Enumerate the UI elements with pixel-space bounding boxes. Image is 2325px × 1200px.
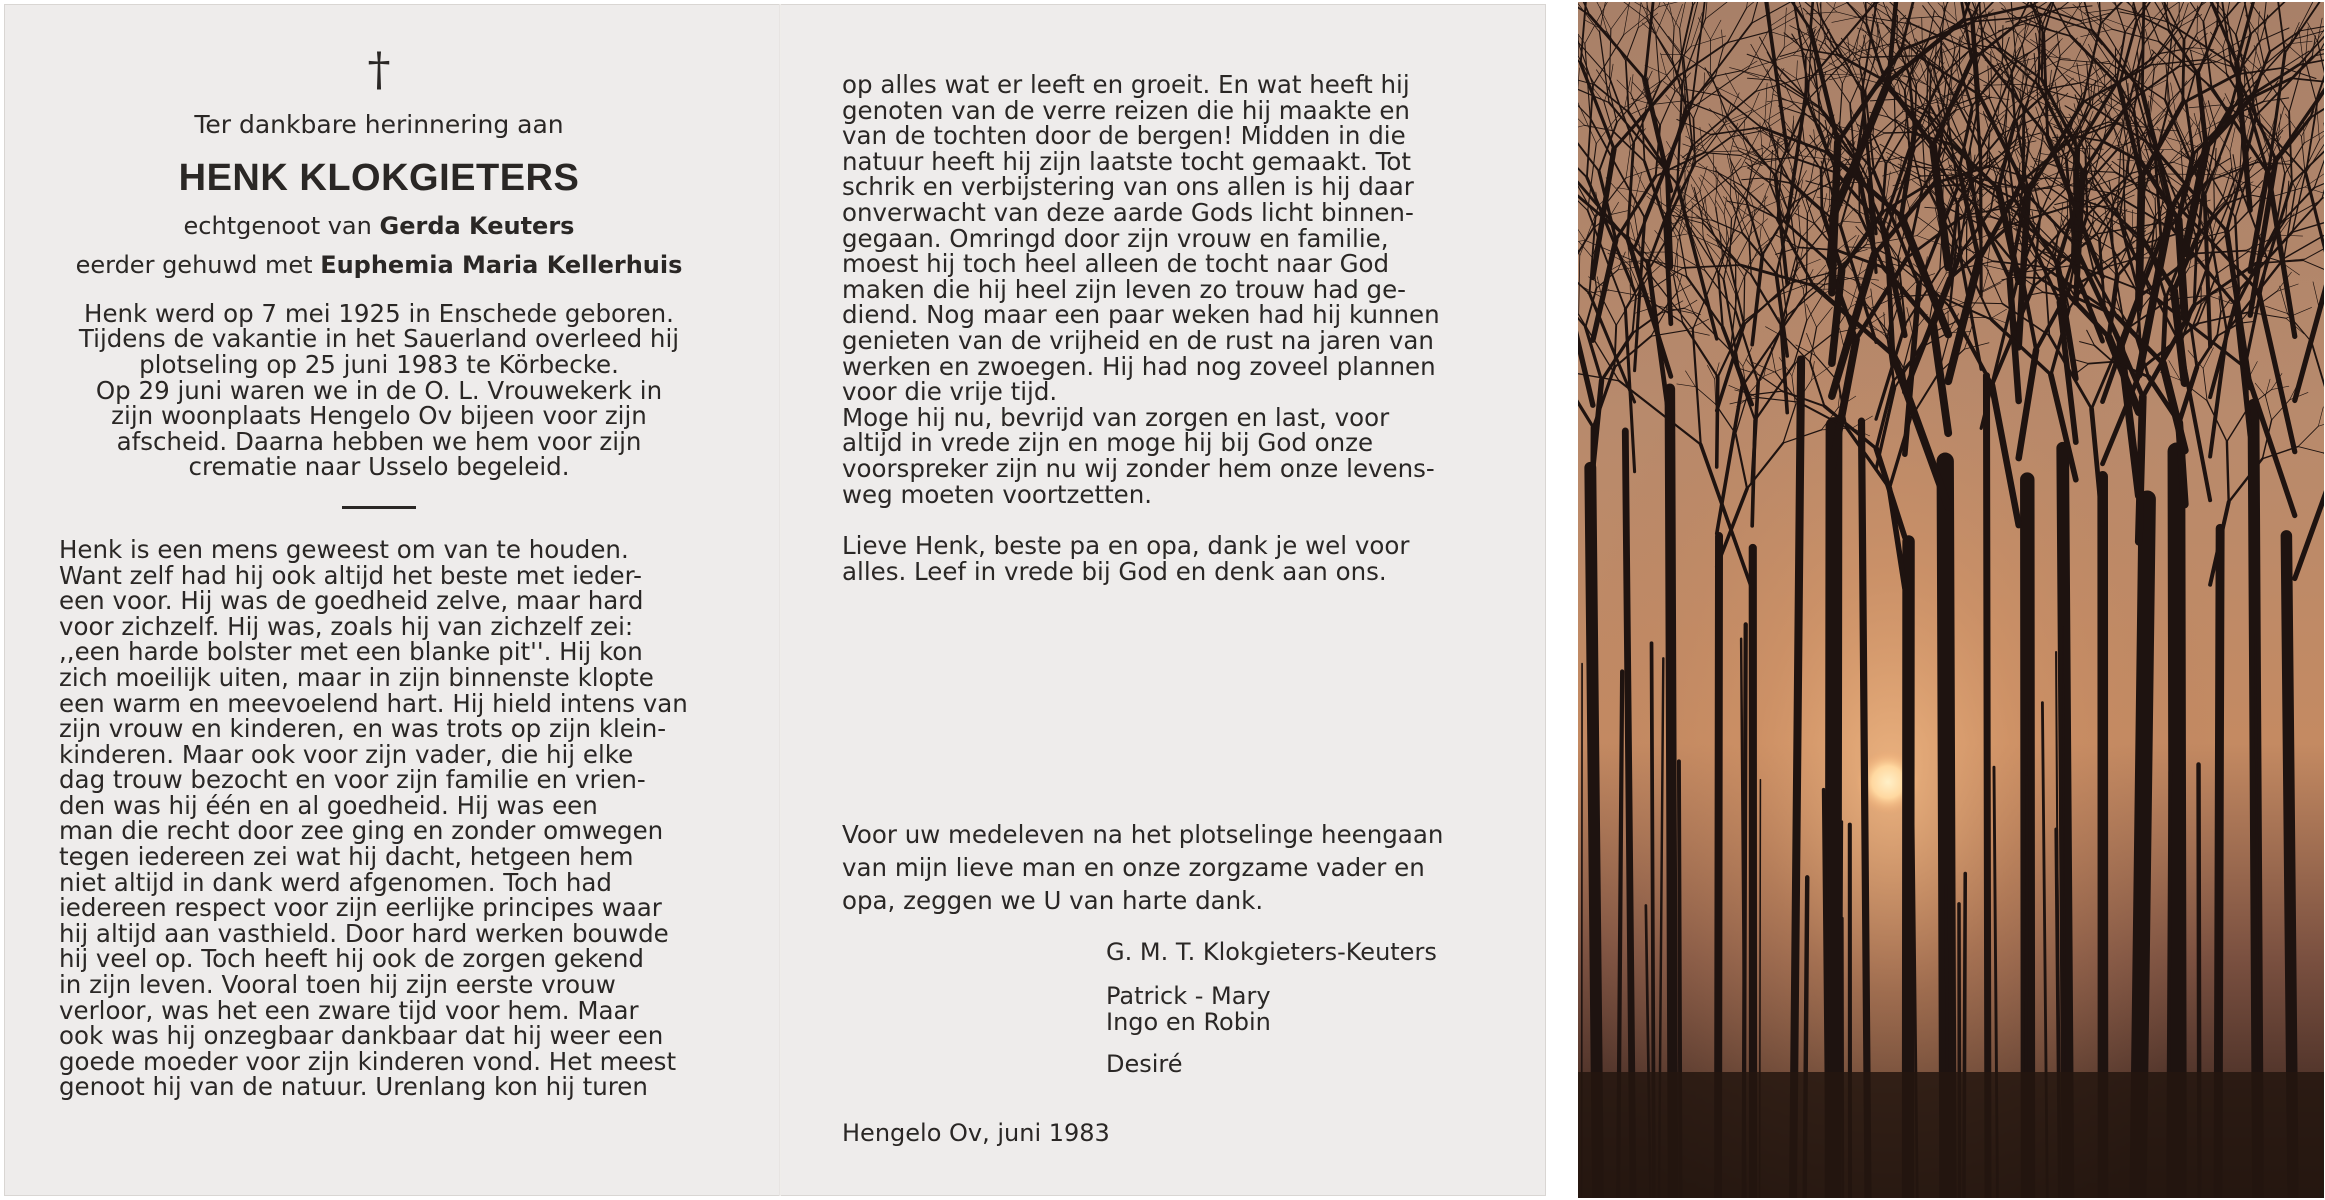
tribute-line: een warm en meevoelend hart. Hij hield intens van <box>59 688 688 718</box>
right-page <box>842 72 1480 1147</box>
continuation-line: Moge hij nu, bevrijd van zorgen en last, voor <box>842 402 1390 432</box>
tribute-line: zich moeilijk uiten, maar in zijn binnenste klopte <box>59 662 654 692</box>
tribute-line: dag trouw bezocht en voor zijn familie en vrien- <box>59 765 646 795</box>
continuation-line: gegaan. Omringd door zijn vrouw en familie, <box>842 223 1389 253</box>
tribute-text <box>59 534 699 1102</box>
announcement-line: Tijdens de vakantie in het Sauerland overleed hij <box>78 324 680 354</box>
farewell-text <box>842 533 1480 584</box>
tribute-line: tegen iedereen zei wat hij dacht, hetgeen hem <box>59 842 634 872</box>
continuation-line: voorspreker zijn nu wij zonder hem onze levens- <box>842 453 1435 483</box>
continuation-line: natuur heeft hij zijn laatste tocht gemaakt. Tot <box>842 146 1411 176</box>
place-date: Hengelo Ov, juni 1983 <box>842 1119 1110 1148</box>
continuation-line: maken die hij heel zijn leven zo trouw had ge- <box>842 274 1407 304</box>
continuation-line: werken en zwoegen. Hij had nog zoveel plannen <box>842 351 1436 381</box>
continuation-line: van de tochten door de bergen! Midden in die <box>842 121 1406 151</box>
tribute-line: goede moeder voor zijn kinderen vond. Het meest <box>59 1046 677 1076</box>
previous-spouse-name: Euphemia Maria Kellerhuis <box>320 251 683 280</box>
memorial-card <box>4 4 1546 1196</box>
continuation-line: weg moeten voortzetten. <box>842 479 1153 509</box>
intro-text: Ter dankbare herinnering aan <box>194 110 564 139</box>
continuation-line: schrik en verbijstering van ons allen is hij daar <box>842 172 1414 202</box>
signer: Desiré <box>1106 1050 1183 1079</box>
continuation-line: genieten van de vrijheid en de rust na jaren van <box>842 325 1434 355</box>
spouse-line <box>59 211 699 240</box>
continuation-text <box>842 72 1480 507</box>
previous-marriage-line <box>59 253 699 279</box>
tribute-line: iedereen respect voor zijn eerlijke principes waar <box>59 893 662 923</box>
tribute-line: ,,een harde bolster met een blanke pit''. Hij kon <box>59 637 643 667</box>
farewell-line: Lieve Henk, beste pa en opa, dank je wel voor <box>842 531 1410 561</box>
continuation-line: moest hij toch heel alleen de tocht naar God <box>842 249 1390 279</box>
thanks-text <box>842 818 1480 917</box>
tribute-line: genoot hij van de natuur. Urenlang kon hij turen <box>59 1072 648 1102</box>
tribute-line: kinderen. Maar ook voor zijn vader, die hij elke <box>59 739 634 769</box>
tribute-line: hij altijd aan vasthield. Door hard werken bouwde <box>59 918 669 948</box>
tribute-line: een voor. Hij was de goedheid zelve, maar hard <box>59 586 644 616</box>
tribute-line: verloor, was het een zware tijd voor hem. Maar <box>59 995 639 1025</box>
trees-sunset-image <box>1578 2 2324 1198</box>
announcement-line: Op 29 juni waren we in de O. L. Vrouwekerk in <box>95 375 663 405</box>
tribute-line: den was hij één en al goedheid. Hij was een <box>59 790 598 820</box>
thanks-line: opa, zeggen we U van harte dank. <box>842 886 1264 916</box>
announcement-line: Henk werd op 7 mei 1925 in Enschede geboren. <box>84 298 674 328</box>
continuation-line: diend. Nog maar een paar weken had hij kunnen <box>842 300 1440 330</box>
tribute-line: Henk is een mens geweest om van te houden. <box>59 534 629 564</box>
farewell-line: alles. Leef in vrede bij God en denk aan ons. <box>842 556 1387 586</box>
tribute-line: zijn vrouw en kinderen, en was trots op zijn klein- <box>59 714 667 744</box>
tribute-line: ook was hij onzegbaar dankbaar dat hij weer een <box>59 1021 664 1051</box>
left-page <box>59 44 699 1100</box>
announcement <box>59 298 699 482</box>
tribute-line: niet altijd in dank werd afgenomen. Toch had <box>59 867 612 897</box>
sunset-trees-photo <box>1578 2 2324 1198</box>
continuation-line: op alles wat er leeft en groeit. En wat heeft hij <box>842 70 1410 99</box>
divider <box>342 506 416 509</box>
announcement-line: crematie naar Usselo begeleid. <box>188 452 570 482</box>
signer: Patrick - Mary <box>1106 982 1271 1011</box>
card-fold <box>779 4 781 1196</box>
continuation-line: altijd in vrede zijn en moge hij bij God onze <box>842 428 1374 458</box>
continuation-line: voor die vrije tijd. <box>842 377 1058 407</box>
tribute-line: in zijn leven. Vooral toen hij zijn eerste vrouw <box>59 970 616 1000</box>
signers <box>1106 939 1480 1077</box>
tribute-line: voor zichzelf. Hij was, zoals hij van zichzelf zei: <box>59 611 634 641</box>
spouse-prefix: echtgenoot van <box>183 211 372 240</box>
continuation-line: genoten van de verre reizen die hij maakte en <box>842 95 1410 125</box>
signer: G. M. T. Klokgieters-Keuters <box>1106 938 1437 967</box>
tribute-line: hij veel op. Toch heeft hij ook de zorgen gekend <box>59 944 644 974</box>
announcement-line: plotseling op 25 juni 1983 te Körbecke. <box>139 349 619 379</box>
deceased-name: HENK KLOKGIETERS <box>178 156 580 199</box>
spacer <box>842 507 1480 533</box>
announcement-line: zijn woonplaats Hengelo Ov bijeen voor zijn <box>111 401 647 431</box>
previous-prefix: eerder gehuwd met <box>75 251 313 280</box>
thanks-line: van mijn lieve man en onze zorgzame vader en <box>842 853 1425 883</box>
cross-icon: † <box>367 42 391 96</box>
continuation-line: onverwacht van deze aarde Gods licht binnen- <box>842 197 1414 227</box>
announcement-line: afscheid. Daarna hebben we hem voor zijn <box>116 426 642 456</box>
thanks-line: Voor uw medeleven na het plotselinge heengaan <box>842 820 1444 850</box>
signer: Ingo en Robin <box>1106 1008 1271 1037</box>
spouse-name: Gerda Keuters <box>379 211 575 240</box>
tribute-line: man die recht door zee ging en zonder omwegen <box>59 816 664 846</box>
tribute-line: Want zelf had hij ook altijd het beste met ieder- <box>59 560 642 590</box>
